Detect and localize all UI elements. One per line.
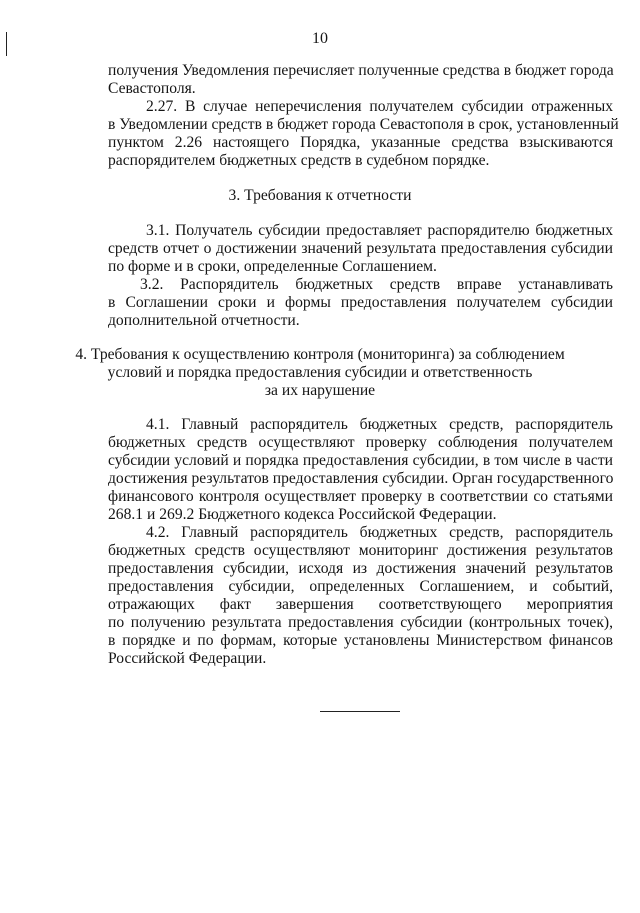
text-line: финансового контроля осуществляет проверку в соответствии со статьями xyxy=(108,488,613,505)
text-line: получения Уведомления перечисляет полученные средства в бюджет города xyxy=(108,62,614,79)
text-line: Российской Федерации. xyxy=(108,650,267,667)
text-line: предоставления субсидии, исходя из достижения значений результатов xyxy=(108,560,613,577)
text-line: отражающих факт завершения соответствующего мероприятия xyxy=(108,596,613,613)
text-line: субсидии условий и порядка предоставления субсидии, в том числе в части xyxy=(108,452,613,469)
page-number: 10 xyxy=(312,30,328,47)
text-line: 268.1 и 269.2 Бюджетного кодекса Российской Федерации. xyxy=(108,506,497,523)
paragraph-first-line: 3.1. Получатель субсидии предоставляет распорядителю бюджетных xyxy=(146,222,613,239)
text-line: дополнительной отчетности. xyxy=(108,312,300,329)
section-heading: за их нарушение xyxy=(264,382,376,399)
text-line: достижения результатов предоставления субсидии. Орган государственного xyxy=(108,470,614,487)
text-line: пунктом 2.26 настоящего Порядка, указанные средства взыскиваются xyxy=(108,134,613,151)
paragraph-first-line: 3.2. Распорядитель бюджетных средств вправе устанавливать xyxy=(140,276,613,293)
text-line: в порядке и по формам, которые установлены Министерством финансов xyxy=(108,632,613,649)
text-line: бюджетных средств осуществляют проверку соблюдения получателем xyxy=(108,434,613,451)
text-line: в Соглашении сроки и формы предоставления получателем субсидии xyxy=(108,294,613,311)
section-heading: 4. Требования к осуществлению контроля (мониторинга) за соблюдением xyxy=(75,346,565,363)
section-heading: 3. Требования к отчетности xyxy=(228,187,412,204)
text-line: средств отчет о достижении значений результата предоставления субсидии xyxy=(108,240,613,257)
end-of-document-rule xyxy=(320,711,400,712)
text-line: бюджетных средств осуществляют мониторинг достижения результатов xyxy=(108,542,613,559)
section-heading: условий и порядка предоставления субсидии и ответственность xyxy=(107,364,533,381)
text-line: предоставления субсидии, определенных Соглашением, и событий, xyxy=(108,578,613,595)
text-line: Севастополя. xyxy=(108,80,196,97)
text-line: в Уведомлении средств в бюджет города Севастополя в срок, установленный xyxy=(108,116,619,133)
text-line: по получению результата предоставления субсидии (контрольных точек), xyxy=(108,614,613,631)
paragraph-first-line: 4.1. Главный распорядитель бюджетных средств, распорядитель xyxy=(146,416,613,433)
paragraph-first-line: 2.27. В случае неперечисления получателем субсидии отраженных xyxy=(146,98,613,115)
paragraph-first-line: 4.2. Главный распорядитель бюджетных средств, распорядитель xyxy=(146,524,613,541)
text-line: распорядителем бюджетных средств в судебном порядке. xyxy=(108,152,490,169)
text-line: по форме и в сроки, определенные Соглашением. xyxy=(108,258,437,275)
